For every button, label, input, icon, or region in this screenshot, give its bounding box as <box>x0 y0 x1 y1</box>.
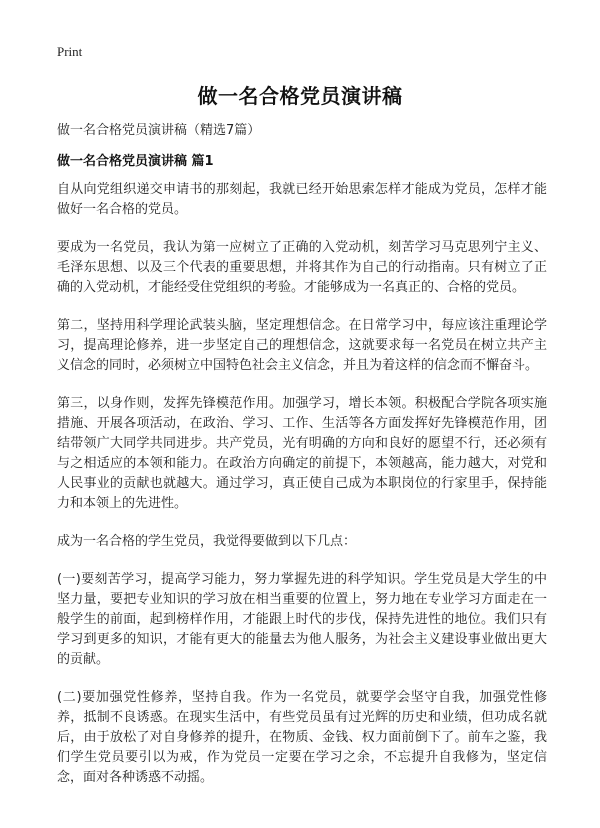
print-link[interactable]: Print <box>57 44 83 59</box>
page-title: 做一名合格党员演讲稿 <box>197 84 403 108</box>
document-subtitle: 做一名合格党员演讲稿（精选7篇） <box>57 123 261 138</box>
paragraph: (二)要加强党性修养，坚持自我。作为一名党员，就要学会坚守自我，加强党性修养，抵制不良诱惑。在现实生活中，有些党员虽有过光辉的历史和业绩，但功成名就后，由于放松了对自身修养的提升，在物质、金钱、权力面前倒下了。前车之鉴，我们学生党员要引以为戒，作为党员一定要在学习之余，不忘提升自我修为，坚定信念，面对各种诱惑不动摇。 <box>57 690 547 785</box>
paragraph: (一)要刻苦学习，提高学习能力，努力掌握先进的科学知识。学生党员是大学生的中坚力量，要把专业知识的学习放在相当重要的位置上，努力地在专业学习方面走在一般学生的前面，起到榜样作用，才能跟上时代的步伐，保持先进性的地位。我们只有学习到更多的知识，才能有更大的能量去为他人服务，为社会主义建设事业做出更大的贡献。 <box>57 572 547 667</box>
document-body <box>57 180 547 806</box>
paragraph: 第二，坚持用科学理论武装头脑，坚定理想信念。在日常学习中，每应该注重理论学习，提高理论修养，进一步坚定自己的理想信念，这就要求每一名党员在树立共产主义信念的同时，必须树立中国特色社会主义信念，并且为着这样的信念而不懈奋斗。 <box>57 318 547 373</box>
paragraph: 要成为一名党员，我认为第一应树立了正确的入党动机，刻苦学习马克思列宁主义、毛泽东思想、以及三个代表的重要思想，并将其作为自己的行动指南。只有树立了正确的入党动机，才能经受住党组织的考验。才能够成为一名真正的、合格的党员。 <box>57 240 547 295</box>
paragraph: 第三，以身作则，发挥先锋模范作用。加强学习，增长本领。积极配合学院各项实施措施、开展各项活动，在政治、学习、工作、生活等各方面发挥好先锋模范作用，团结带领广大同学共同进步。共产党员，光有明确的方向和良好的愿望不行，还必须有与之相适应的本领和能力。在政治方向确定的前提下，本领越高，能力越大，对党和人民事业的贡献也就越大。通过学习，真正使自己成为本职岗位的行家里手，保持能力和本领上的先进性。 <box>57 396 547 511</box>
paragraph: 自从向党组织递交申请书的那刻起，我就已经开始思索怎样才能成为党员，怎样才能做好一名合格的党员。 <box>57 182 547 217</box>
paragraph: 成为一名合格的学生党员，我觉得要做到以下几点： <box>57 534 357 549</box>
section-heading: 做一名合格党员演讲稿 篇1 <box>57 154 214 169</box>
